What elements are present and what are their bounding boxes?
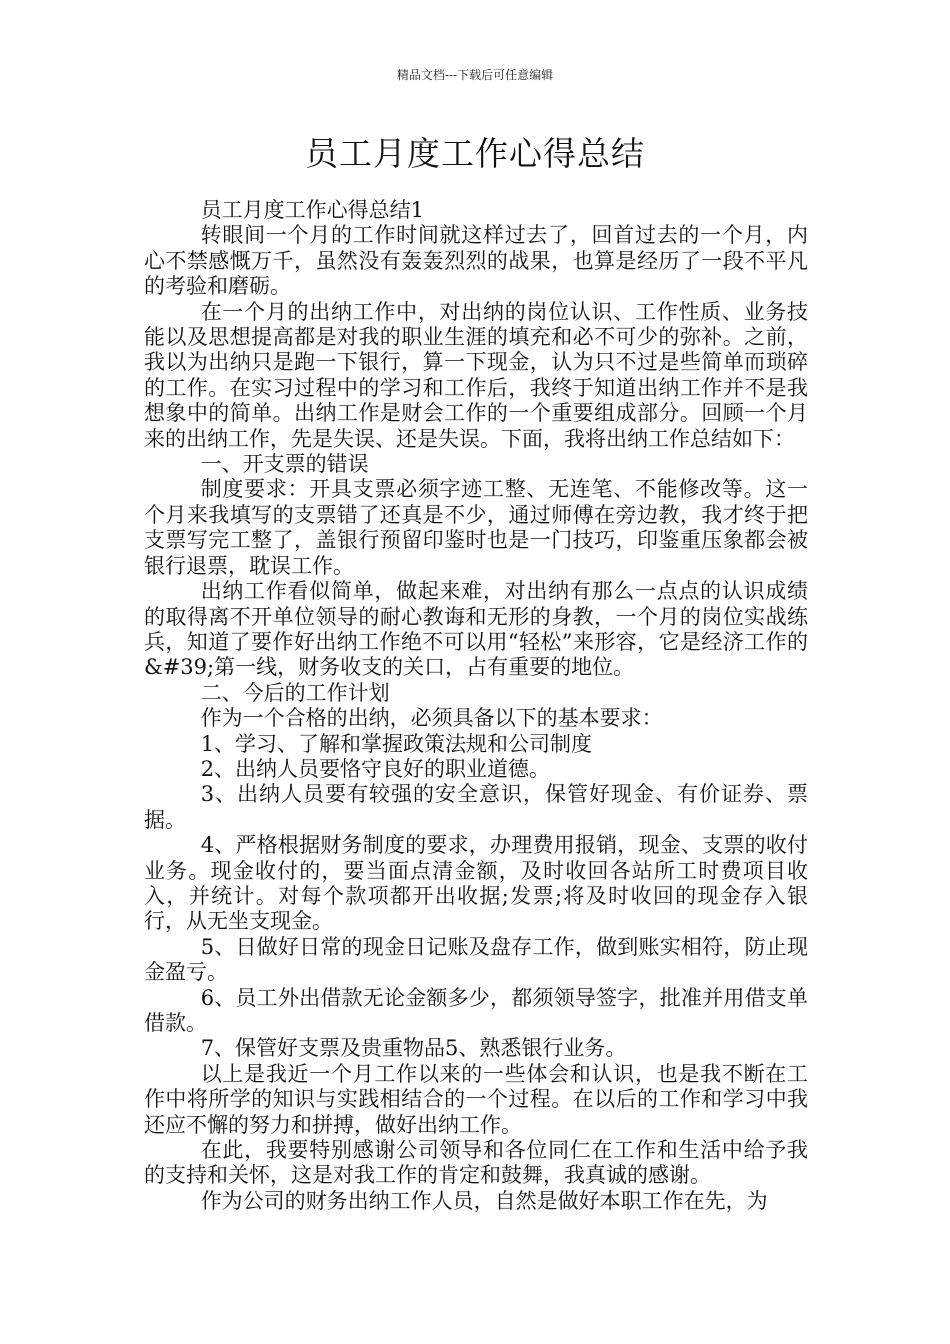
body-paragraph: 转眼间一个月的工作时间就这样过去了，回首过去的一个月，内心不禁感慨万千，虽然没有轰轰烈烈的战果，也算是经历了一段不平凡的考验和磨砺。 [144, 223, 808, 299]
header-note: 精品文档---下载后可任意编辑 [396, 68, 554, 82]
body-paragraph: 作为一个合格的出纳，必须具备以下的基本要求： [200, 706, 663, 731]
body-paragraph: 出纳工作看似简单，做起来难，对出纳有那么一点点的认识成绩的取得离不开单位领导的耐心教诲和无形的身教，一个月的岗位实战练兵，知道了要作好出纳工作绝不可以用“轻松”来形容，它是经济工作的&#39;第一线，财务收支的关口，占有重要的地位。 [144, 579, 808, 680]
list-item: 6、员工外出借款无论金额多少，都须领导签字，批准并用借支单借款。 [144, 985, 808, 1035]
body-paragraph: 在此，我要特别感谢公司领导和各位同仁在工作和生活中给予我的支持和关怀，这是对我工作的肯定和鼓舞，我真诚的感谢。 [144, 1138, 808, 1188]
list-item: 1、学习、了解和掌握政策法规和公司制度 [200, 731, 593, 756]
list-item: 2、出纳人员要恪守良好的职业道德。 [200, 756, 551, 781]
body-paragraph: 制度要求：开具支票必须字迹工整、无连笔、不能修改等。这一个月来我填写的支票错了还真是不少，通过师傅在旁边教，我才终于把支票写完工整了，盖银行预留印鉴时也是一门技巧，印鉴重压象都会被银行退票，耽误工作。 [144, 477, 808, 578]
section-heading: 一、开支票的错误 [200, 452, 369, 477]
section-heading: 二、今后的工作计划 [200, 680, 390, 705]
list-item: 4、严格根据财务制度的要求，办理费用报销，现金、支票的收付业务。现金收付的，要当面点清金额，及时收回各站所工时费项目收入，并统计。对每个款项都开出收据;发票;将及时收回的现金存入银行，从无坐支现金。 [144, 833, 808, 934]
document-title: 员工月度工作心得总结 [305, 134, 645, 173]
list-item: 3、出纳人员要有较强的安全意识，保管好现金、有价证券、票据。 [144, 782, 808, 832]
subtitle-paragraph: 员工月度工作心得总结1 [200, 198, 425, 222]
body-paragraph: 以上是我近一个月工作以来的一些体会和认识，也是我不断在工作中将所学的知识与实践相结合的一个过程。在以后的工作和学习中我还应不懈的努力和拼搏，做好出纳工作。 [144, 1061, 808, 1137]
body-paragraph: 在一个月的出纳工作中，对出纳的岗位认识、工作性质、业务技能以及思想提高都是对我的职业生涯的填充和必不可少的弥补。之前，我以为出纳只是跑一下银行，算一下现金，认为只不过是些简单而琐碎的工作。在实习过程中的学习和工作后，我终于知道出纳工作并不是我想象中的简单。出纳工作是财会工作的一个重要组成部分。回顾一个月来的出纳工作，先是失误、还是失误。下面，我将出纳工作总结如下： [144, 299, 808, 451]
document-body [144, 198, 808, 1214]
list-item: 7、保管好支票及贵重物品5、熟悉银行业务。 [200, 1036, 627, 1061]
list-item: 5、日做好日常的现金日记账及盘存工作，做到账实相符，防止现金盈亏。 [144, 934, 808, 985]
body-paragraph: 作为公司的财务出纳工作人员，自然是做好本职工作在先，为 [200, 1188, 768, 1213]
